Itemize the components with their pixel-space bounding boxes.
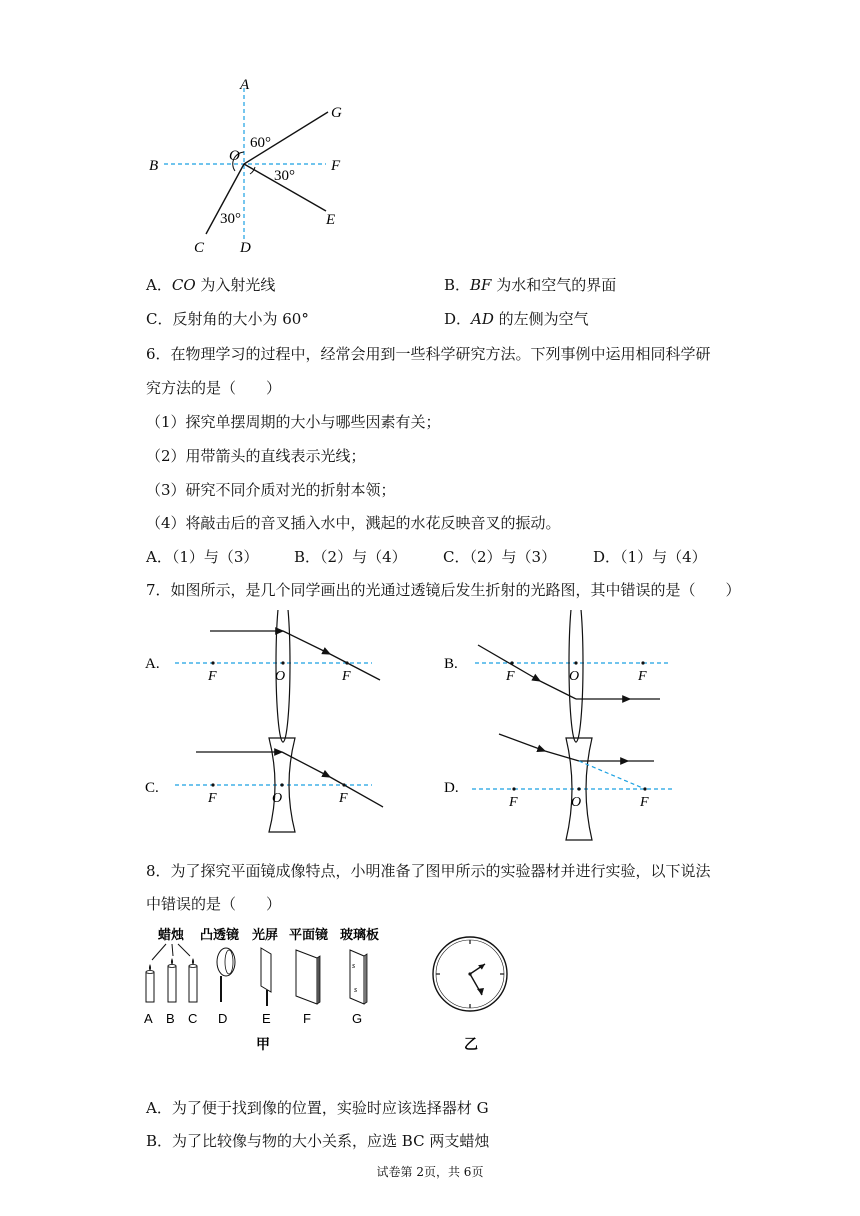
label-g: G	[331, 105, 342, 121]
svg-text:D: D	[218, 1011, 228, 1026]
svg-text:F: F	[303, 1011, 311, 1026]
angle-60: 60°	[250, 135, 271, 151]
svg-text:乙: 乙	[464, 1037, 478, 1053]
svg-text:F: F	[208, 791, 217, 806]
svg-text:F: F	[342, 669, 351, 684]
svg-text:O: O	[275, 669, 286, 684]
label-o: O	[229, 148, 240, 164]
q7-stem: 7．如图所示，是几个同学画出的光通过透镜后发生折射的光路图，其中错误的是（ ）	[146, 581, 741, 599]
svg-text:凸透镜: 凸透镜	[200, 928, 240, 943]
label-f: F	[331, 158, 341, 174]
label-c: C	[194, 240, 205, 256]
q6-item-3: （3）研究不同介质对光的折射本领；	[146, 481, 396, 499]
label-b: B	[149, 158, 159, 174]
label-d: D	[240, 240, 251, 256]
convex-lens-d	[217, 948, 235, 1002]
svg-text:F: F	[208, 669, 217, 684]
svg-text:D.: D.	[444, 780, 459, 796]
q5-option-c: C．反射角的大小为 60°	[146, 310, 309, 328]
angle-30-right: 30°	[274, 168, 295, 184]
plane-mirror-f	[296, 950, 320, 1004]
label-e: E	[326, 212, 336, 228]
glass-plate-g	[350, 950, 367, 1004]
diagram-d	[444, 734, 672, 840]
q8-stem-line1: 8．为了探究平面镜成像特点，小明准备了图甲所示的实验器材并进行实验，以下说法	[146, 862, 711, 880]
refraction-figure	[140, 70, 360, 260]
diagram-b	[444, 610, 668, 742]
svg-text:F: F	[509, 795, 518, 810]
page-footer: 试卷第 2页，共 6页	[376, 1165, 484, 1179]
clock-icon	[433, 937, 507, 1011]
equipment-figure	[140, 920, 530, 1060]
diagram-c	[145, 738, 383, 832]
q5-option-d: D．AD 的左侧为空气	[444, 310, 589, 328]
q6-option-a: A．（1）与（3）	[146, 548, 259, 566]
svg-text:A.: A.	[145, 656, 160, 672]
svg-text:F: F	[640, 795, 649, 810]
svg-text:E: E	[262, 1011, 271, 1026]
q6-option-b: B．（2）与（4）	[294, 548, 407, 566]
q6-item-2: （2）用带箭头的直线表示光线；	[146, 447, 366, 465]
svg-text:O: O	[569, 669, 580, 684]
light-screen-e	[261, 948, 271, 1006]
svg-text:甲: 甲	[256, 1037, 270, 1053]
q6-item-1: （1）探究单摆周期的大小与哪些因素有关；	[146, 413, 441, 431]
svg-text:F: F	[339, 791, 348, 806]
q8-option-b: B．为了比较像与物的大小关系，应选 BC 两支蜡烛	[146, 1132, 490, 1150]
svg-text:C: C	[188, 1011, 198, 1026]
svg-text:玻璃板: 玻璃板	[340, 928, 380, 943]
svg-text:O: O	[571, 795, 582, 810]
svg-text:G: G	[352, 1011, 363, 1026]
svg-text:s: s	[352, 961, 356, 970]
q8-stem-line2: 中错误的是（ ）	[146, 895, 282, 913]
q6-stem-line2: 究方法的是（ ）	[146, 379, 282, 397]
svg-text:O: O	[272, 791, 283, 806]
q5-option-a: A．CO 为入射光线	[146, 276, 276, 294]
q6-option-d: D．（1）与（4）	[593, 548, 707, 566]
svg-text:光屏: 光屏	[252, 928, 279, 943]
svg-text:B: B	[166, 1011, 175, 1026]
candle-b	[168, 958, 176, 1002]
svg-text:F: F	[638, 669, 647, 684]
svg-text:蜡烛: 蜡烛	[158, 928, 185, 943]
q8-option-a: A．为了便于找到像的位置，实验时应该选择器材 G	[146, 1099, 489, 1117]
angle-30-bottom: 30°	[220, 211, 241, 227]
q6-option-c: C．（2）与（3）	[443, 548, 557, 566]
svg-text:B.: B.	[444, 656, 458, 672]
q5-option-b: B．BF 为水和空气的界面	[444, 276, 617, 294]
q6-item-4: （4）将敲击后的音叉插入水中，溅起的水花反映音叉的振动。	[146, 514, 561, 532]
svg-text:平面镜: 平面镜	[289, 928, 329, 943]
svg-text:s: s	[354, 985, 358, 994]
svg-text:C.: C.	[145, 780, 159, 796]
q6-stem-line1: 6．在物理学习的过程中，经常会用到一些科学研究方法。下列事例中运用相同科学研	[146, 345, 711, 363]
label-a: A	[240, 77, 250, 93]
svg-text:A: A	[144, 1011, 153, 1026]
svg-text:F: F	[506, 669, 515, 684]
candle-c	[189, 958, 197, 1002]
diagram-a	[145, 610, 380, 742]
lens-diagrams	[140, 610, 700, 850]
candle-a	[146, 964, 154, 1002]
